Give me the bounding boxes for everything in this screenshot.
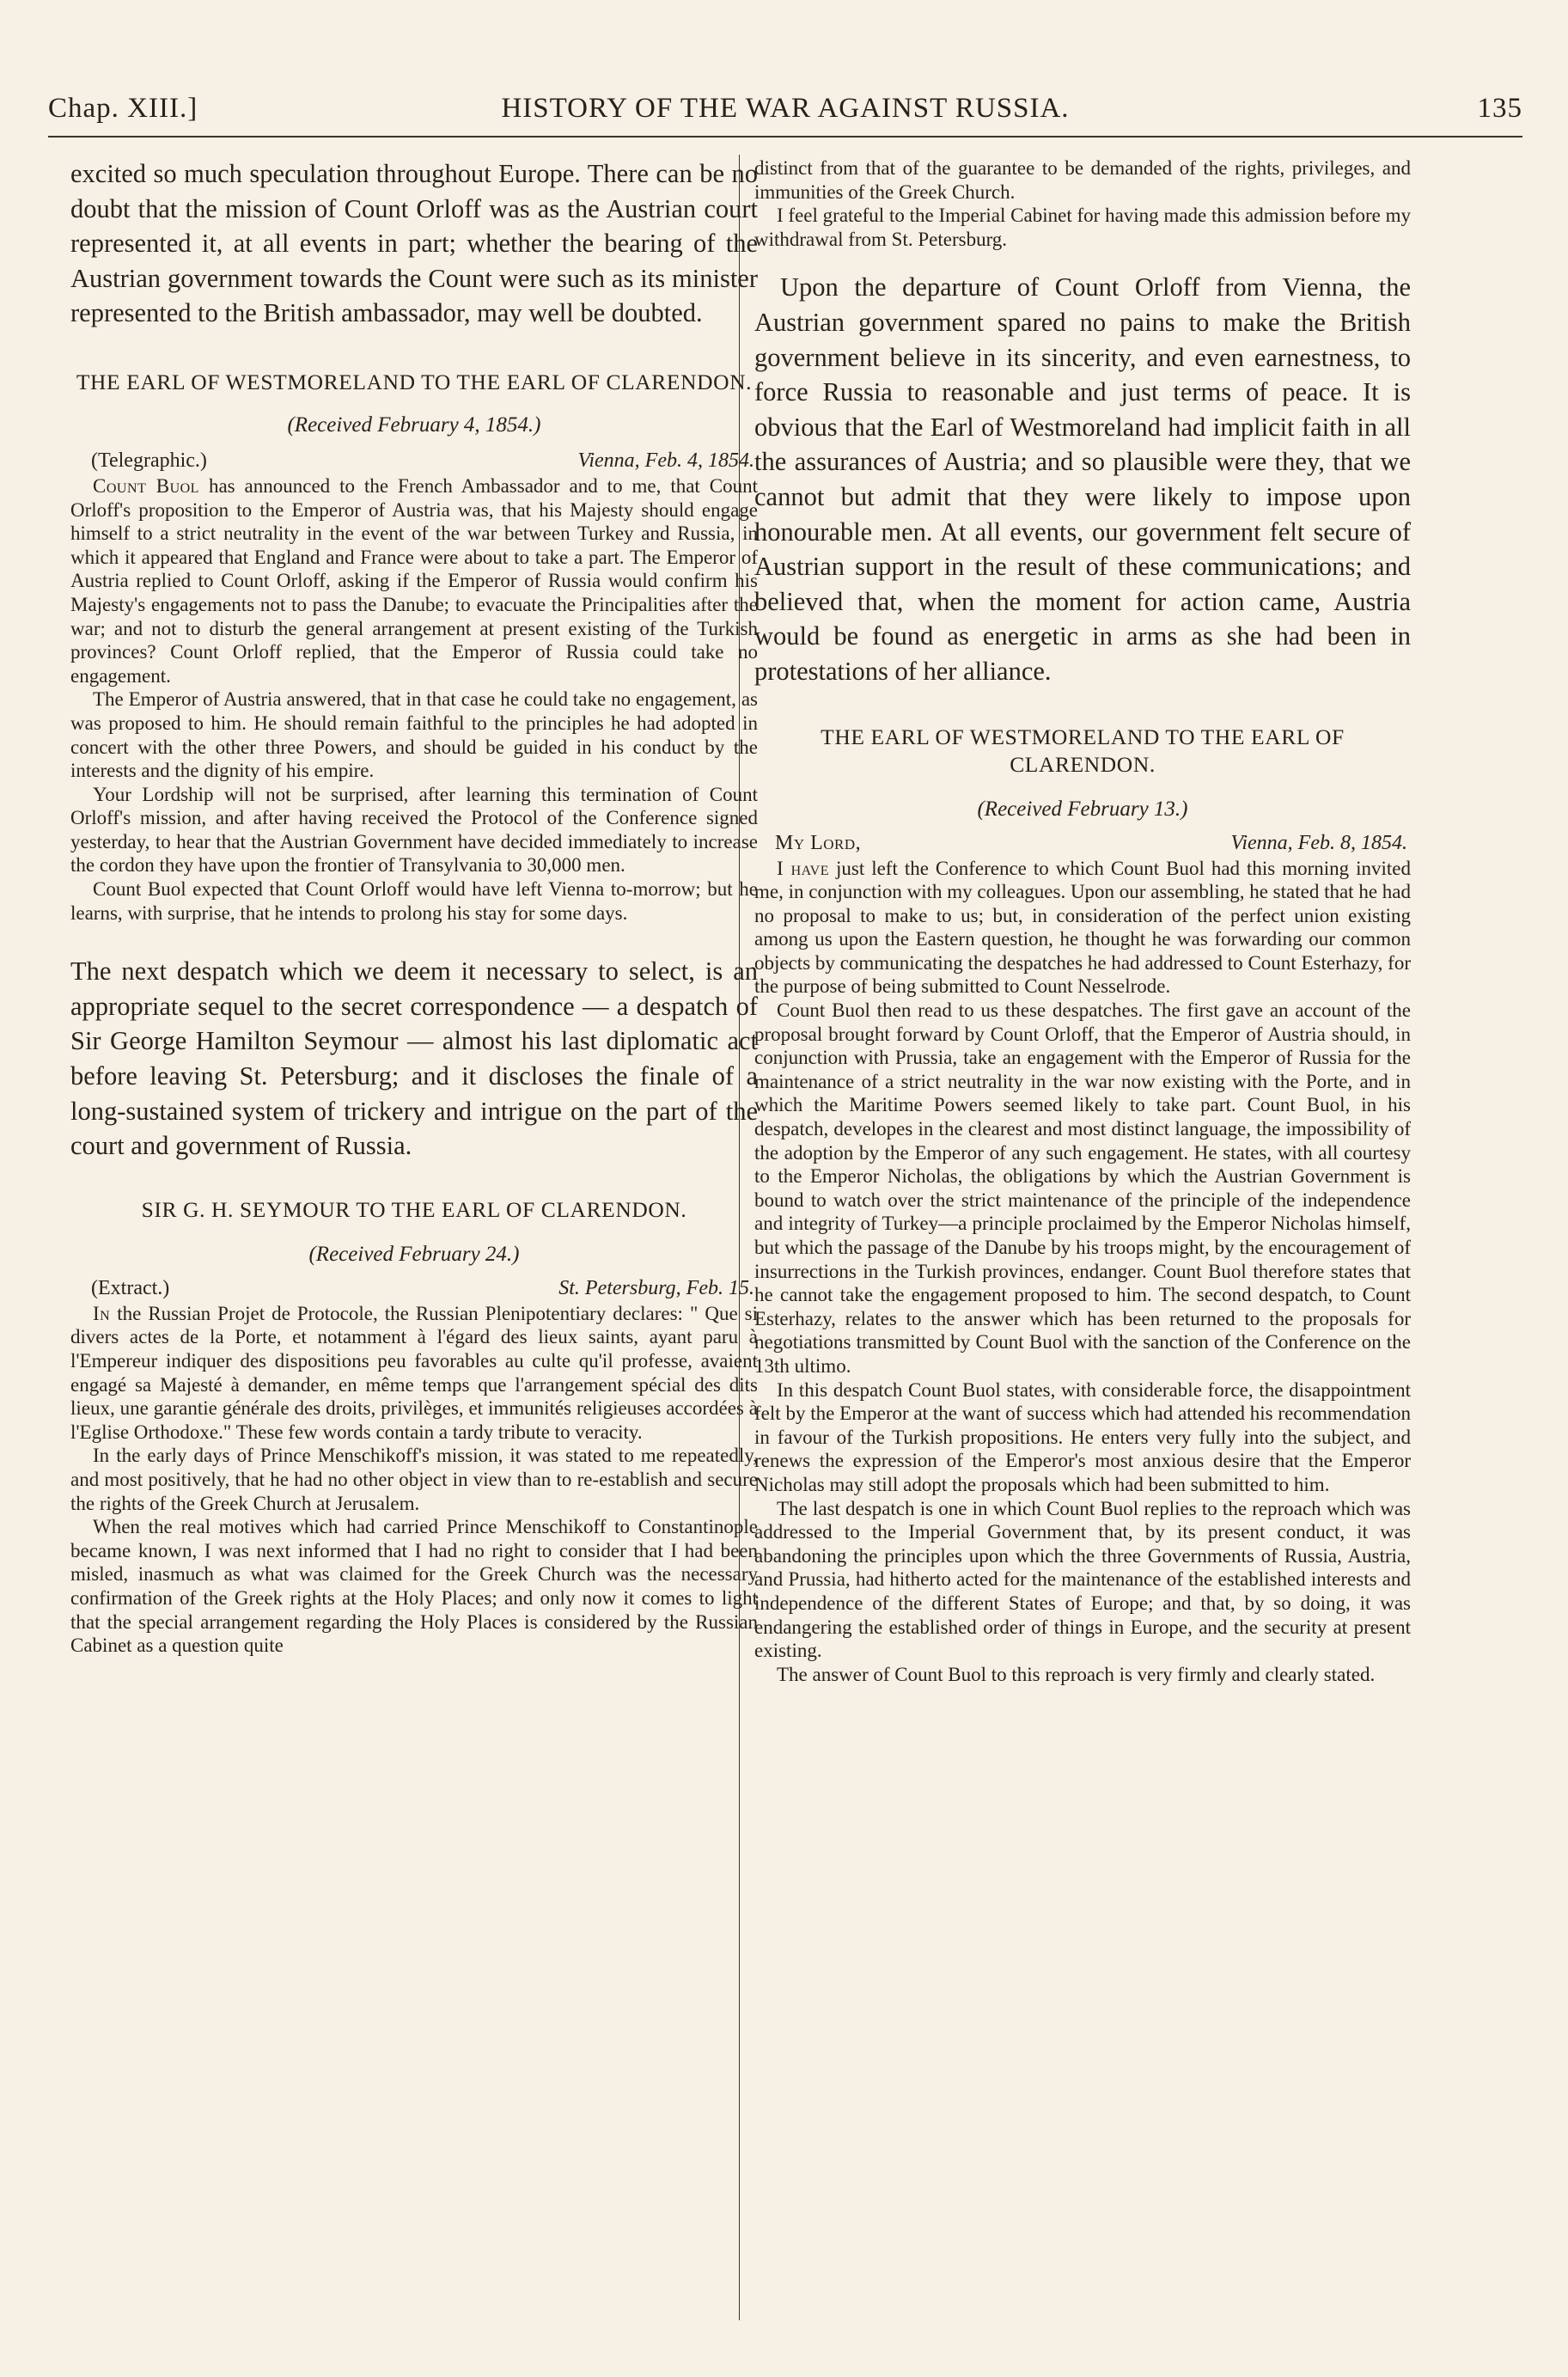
despatch-paragraph: When the real motives which had carried Prince Menschikoff to Constantinople became known, I was next informed that I had no right to consider that I had been misled, inasmuch as what was claimed for the Greek Church was the necessary confirmation of the Greek rights at the Holy Places; and only now it comes to light that the special arrangement regarding the Holy Places is considered by the Russian Cabinet as a question quite — [70, 1516, 758, 1657]
running-header — [48, 88, 1522, 132]
despatch-paragraph: The last despatch is one in which Count Buol replies to the reproach which was addressed to the Imperial Government that, by its present conduct, it was abandoning the principles upon which the three Governments of Russia, Austria, and Prussia, had hitherto acted for the maintenance of the established interests and independence of the different States of Europe; and that, by so doing, it was endangering the established order of things in Europe, and the security at present existing. — [754, 1497, 1411, 1662]
despatch-paragraph: Count Buol expected that Count Orloff would have left Vienna to-morrow; but he learns, with surprise, that he intends to prolong his stay for some days. — [70, 878, 758, 924]
despatch-paragraph: Count Buol then read to us these despatches. The first gave an account of the proposal brought forward by Count Orloff, that the Emperor of Austria should, in conjunction with Prussia, take an engagement with the Emperor of Russia for the maintenance of a strict neutrality in the war now existing with the Porte, and in which the Maritime Powers seemed likely to take part. Count Buol, in his despatch, developes in the clearest and most distinct language, the impossibility of the adoption by the Emperor of any such engagement. He states, with all courtesy to the Emperor Nicholas, the obligations by which the Austrian Government is bound to watch over the strict maintenance of the principle of the independence and integrity of Turkey—a principle proclaimed by the Emperor Nicholas himself, but which the passage of the Danube by his troops might, by the encouragement of insurrections in the Turkish provinces, endanger. Count Buol therefore states that he cannot take the engagement proposed to him. The second despatch, to Count Esterhazy, relates to the answer which has been returned to the proposals for negotiations transmitted by Count Buol with the sanction of the Conference on the 13th ultimo. — [754, 999, 1411, 1377]
despatch-type: (Extract.) — [91, 1276, 170, 1299]
despatch-place-date: Vienna, Feb. 8, 1854. — [1230, 831, 1407, 854]
despatch-paragraph: Count Buol has announced to the French Ambassador and to me, that Count Orloff's proposition to the Emperor of Austria was, that his Majesty should engage himself to a strict neutrality in the event of the war between Turkey and Russia, in which it appeared that England and France were about to take a part. The Emperor of Austria replied to Count Orloff, asking if the Emperor of Russia would confirm his Majesty's engagements not to pass the Danube; to evacuate the Principalities after the war; and not to disturb the general arrangement at present existing of the Turkish provinces? Count Orloff replied, that the Emperor of Russia could take no engagement. — [70, 474, 758, 687]
narrative-paragraph: excited so much speculation throughout Europe. There can be no doubt that the mission of Count Orloff was as the Austrian court represented it, at all events in part; whether the bearing of the Austrian government towards the Count were such as its minister represented to the British ambassador, may well be doubted. — [70, 159, 758, 328]
despatch-paragraph: The answer of Count Buol to this reproach is very firmly and clearly stated. — [777, 1663, 1376, 1685]
despatch-paragraph: I feel grateful to the Imperial Cabinet for having made this admission before my withdrawal from St. Petersburg. — [754, 205, 1411, 250]
despatch-heading: THE EARL OF WESTMORELAND TO THE EARL OF CLARENDON. — [821, 724, 1345, 777]
despatch-paragraph: The Emperor of Austria answered, that in that case he could take no engagement, as was proposed to him. He should remain faithful to the principles he had adopted in concert with the other three Powers, and should be guided in his conduct by the interests and the dignity of his empire. — [70, 688, 758, 782]
despatch-paragraph: I have just left the Conference to which Count Buol had this morning invited me, in conjunction with my colleagues. Upon our assembling, he stated that he had no proposal to make to us; but, in consideration of the perfect union existing among us upon the Eastern question, he thought he was forwarding our common objects by communicating the despatches he had addressed to Count Esterhazy, for the purpose of being submitted to Count Nesselrode. — [754, 857, 1411, 998]
despatch-dateline — [70, 1277, 758, 1300]
despatch-dateline — [754, 832, 1411, 855]
running-title: HISTORY OF THE WAR AGAINST RUSSIA. — [501, 93, 1070, 124]
right-column — [754, 156, 1411, 1686]
despatch-paragraph: In the early days of Prince Menschikoff's mission, it was stated to me repeatedly, and most positively, that he had no other object in view than to re-establish and secure the rights of the Greek Church at Jerusalem. — [70, 1445, 758, 1514]
received-date: (Received February 24.) — [308, 1242, 520, 1266]
despatch-heading: THE EARL OF WESTMORELAND TO THE EARL OF CLARENDON. — [76, 369, 753, 394]
chapter-label: Chap. XIII.] — [48, 93, 198, 124]
despatch-place-date: St. Petersburg, Feb. 15. — [558, 1276, 754, 1299]
narrative-paragraph: The next despatch which we deem it necessary to select, is an appropriate sequel to the secret correspondence — a despatch of Sir George Hamilton Seymour — almost his last diplomatic act before leaving St. Petersburg; and it discloses the finale of a long-sustained system of trickery and intrigue on the part of the court and government of Russia. — [70, 956, 758, 1161]
despatch-dateline — [70, 449, 758, 473]
received-date: (Received February 4, 1854.) — [287, 412, 541, 437]
header-rule — [48, 136, 1522, 137]
despatch-paragraph: Your Lordship will not be surprised, after learning this termination of Count Orloff's mission, and after having received the Protocol of the Conference signed yesterday, to hear that the Austrian Government have decided immediately to increase the cordon they have upon the frontier of Transylvania to 30,000 men. — [70, 783, 758, 877]
despatch-paragraph: In the Russian Projet de Protocole, the Russian Plenipotentiary declares: " Que si divers actes de la Porte, et notamment à l'égard des lieux saints, ayant paru à l'Empereur indiquer des dispositions peu favorables au culte qu'il professe, avaient engagé sa Majesté à demander, en même temps que l'arrangement spécial des dits lieux, une garantie générale des droits, privilèges, et immunités religieuses accordées à l'Eglise Orthodoxe." These few words contain a tardy tribute to veracity. — [70, 1302, 759, 1443]
left-column — [70, 156, 758, 1658]
despatch-type: (Telegraphic.) — [91, 449, 207, 472]
despatch-paragraph: In this despatch Count Buol states, with considerable force, the disappointment felt by the Emperor at the want of success which had attended his recommendation in favour of the Turkish propositions. He enters very fully into the subject, and renews the expression of the Emperor's most anxious desire that the Emperor Nicholas may still adopt the proposals which had been submitted to him. — [754, 1378, 1411, 1495]
received-date: (Received February 13.) — [977, 797, 1188, 821]
salutation: My Lord, — [775, 831, 862, 854]
despatch-place-date: Vienna, Feb. 4, 1854. — [577, 449, 754, 472]
despatch-heading: SIR G. H. SEYMOUR TO THE EARL OF CLARENDON. — [141, 1196, 687, 1222]
despatch-paragraph: distinct from that of the guarantee to be demanded of the rights, privileges, and immunities of the Greek Church. — [754, 157, 1411, 203]
narrative-paragraph: Upon the departure of Count Orloff from Vienna, the Austrian government spared no pains to make the British government believe in its sincerity, and even earnestness, to force Russia to reasonable and just terms of peace. It is obvious that the Earl of Westmoreland had implicit faith in all the assurances of Austria; and so plausible were they, that we cannot but admit that they were likely to impose upon honourable men. At all events, our government felt secure of Austrian support in the result of these communications; and believed that, when the moment for action came, Austria would be found as energetic in arms as she had been in protestations of her alliance. — [754, 272, 1411, 686]
page-number: 135 — [1477, 93, 1522, 124]
